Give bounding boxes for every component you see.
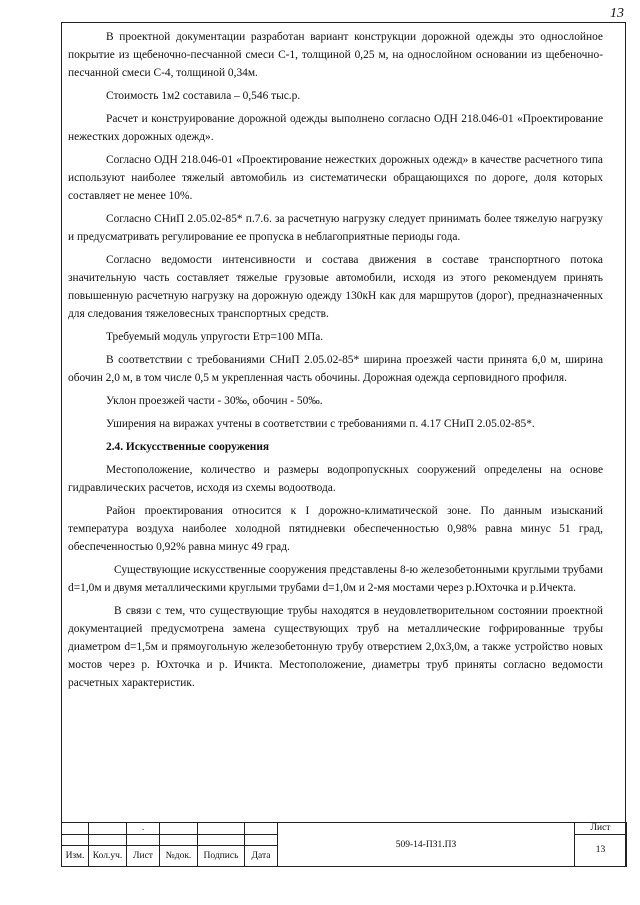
page-number: 13	[610, 6, 624, 21]
title-block-stamp	[61, 822, 626, 867]
stamp-cell	[160, 834, 198, 846]
stamp-cell	[89, 823, 127, 835]
stamp-cell	[245, 834, 278, 846]
stamp-cell	[160, 823, 198, 835]
stamp-header-ndok: №док.	[160, 846, 198, 867]
stamp-header-kol-uch: Кол.уч.	[89, 846, 127, 867]
paragraph: Согласно ОДН 218.046-01 «Проектирование нежестких дорожных одежд» в качестве расчетного типа используют наиболее тяжелый автомобиль из систематически обращающихся по дороге, доля которых составляет не менее 10%.	[68, 154, 603, 202]
stamp-cell	[198, 834, 245, 846]
stamp-header-podpis: Подпись	[198, 846, 245, 867]
paragraph: Стоимость 1м2 составила – 0,546 тыс.р.	[106, 90, 301, 102]
stamp-cell: .	[127, 823, 160, 835]
section-heading: 2.4. Искусственные сооружения	[106, 441, 270, 453]
stamp-cell	[89, 834, 127, 846]
paragraph: В проектной документации разработан вариант конструкции дорожной одежды это однослойное покрытие из щебеночно-песчанной смеси С-1, толщиной 0,25 м, на однослойном основании из щебеночно-песчанной смеси С-4, толщиной 0,34м.	[68, 31, 603, 79]
sheet-label: Лист	[575, 823, 627, 835]
paragraph: В связи с тем, что существующие трубы находятся в неудовлетворительном состоянии проектной документацией предусмотрена замена существующих труб на металлические гофрированные трубы диаметром d=1,5м и прямоугольную железобетонную трубу отверстием 2,0х3,0м, а также устройство новых мостов через р. Юхточка и р. Ичикта. Местоположение, диаметры труб приняты согласно ведомости расчетных характеристик.	[68, 605, 603, 689]
stamp-header-list: Лист	[127, 846, 160, 867]
document-body	[68, 28, 603, 697]
paragraph: Расчет и конструирование дорожной одежды выполнено согласно ОДН 218.046-01 «Проектирование нежестких дорожных одежд».	[68, 113, 603, 143]
paragraph: Район проектирования относится к I дорожно-климатической зоне. По данным изысканий температура воздуха наиболее холодной пятидневки обеспеченностью 0,98% равна минус 51 град, обеспеченностью 0,92% равна минус 49 град.	[68, 505, 603, 553]
stamp-header-izm: Изм.	[62, 846, 89, 867]
paragraph: Согласно ведомости интенсивности и состава движения в составе транспортного потока значительную часть составляет тяжелые грузовые автомобили, исходя из этого рекомендуем принять повышенную расчетную нагрузку на дорожную одежду 130кН как для маршрутов (дорог), предназначенных для следования тяжеловесных транспортных средств.	[68, 254, 603, 320]
stamp-cell	[62, 823, 89, 835]
paragraph: Требуемый модуль упругости Етр=100 МПа.	[106, 331, 324, 343]
stamp-header-data: Дата	[245, 846, 278, 867]
stamp-cell	[245, 823, 278, 835]
sheet-number: 13	[575, 834, 627, 866]
paragraph: В соответствии с требованиями СНиП 2.05.02-85* ширина проезжей части принята 6,0 м, ширина обочин 2,0 м, в том числе 0,5 м укрепленная часть обочины. Дорожная одежда серповидного профиля.	[68, 354, 603, 384]
paragraph: Уширения на виражах учтены в соответствии с требованиями п. 4.17 СНиП 2.05.02-85*.	[106, 418, 535, 430]
paragraph: Существующие искусственные сооружения представлены 8-ю железобетонными круглыми трубами d=1,0м и двумя металлическими круглыми трубами d=1,0м и 2-мя мостами через р.Юхточка и р.Ичекта.	[68, 564, 603, 594]
paragraph: Согласно СНиП 2.05.02-85* п.7.6. за расчетную нагрузку следует принимать более тяжелую нагрузку и предусматривать регулирование ее пропуска в неблагоприятные периоды года.	[68, 213, 603, 243]
document-code: 509-14-ПЗ1.ПЗ	[278, 823, 575, 867]
paragraph: Местоположение, количество и размеры водопропускных сооружений определены на основе гидравлических расчетов, исходя из схемы водоотвода.	[68, 464, 603, 494]
stamp-cell	[62, 834, 89, 846]
stamp-cell	[127, 834, 160, 846]
stamp-cell	[198, 823, 245, 835]
paragraph: Уклон проезжей части - 30‰, обочин - 50‰.	[106, 395, 323, 407]
